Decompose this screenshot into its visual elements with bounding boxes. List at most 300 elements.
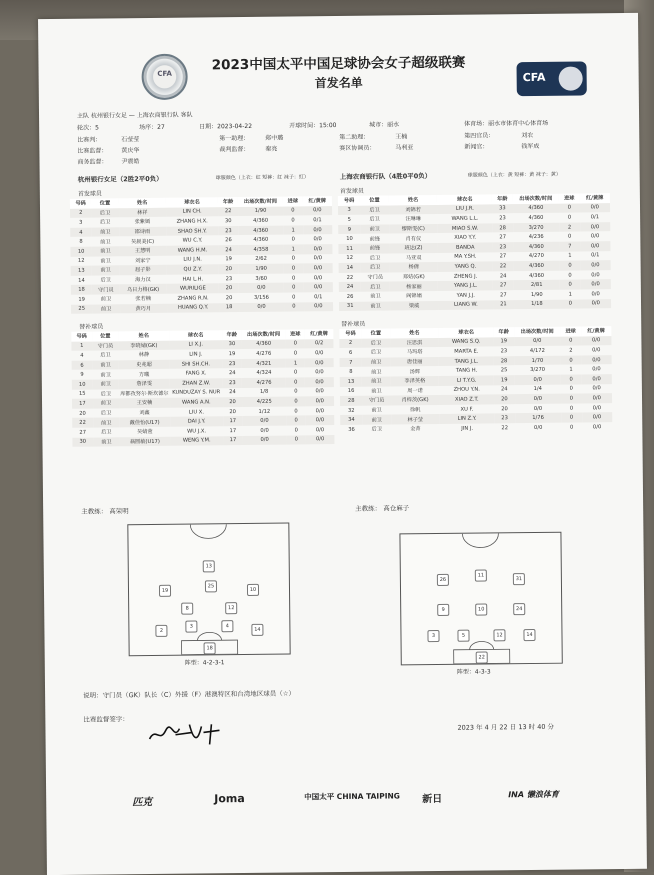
match-date: 日期：2023-04-22	[199, 122, 253, 131]
table-cell: 0	[569, 405, 574, 412]
table-cell: 0/0	[303, 263, 332, 273]
column-header: 号码	[70, 199, 91, 209]
table-cell: QU Z.Y.	[166, 264, 219, 274]
officials-label-fourth: 第四官员：	[464, 132, 495, 140]
away-subs-label: 替补球员	[341, 320, 366, 328]
column-header: 进球	[560, 326, 580, 336]
table-cell: 肖有仪	[405, 235, 422, 242]
jersey-icon: 4	[221, 620, 233, 632]
official-ref-assessor: 秦亮	[265, 145, 278, 153]
table-cell: 4/360	[241, 339, 286, 349]
table-cell: 24	[499, 272, 507, 279]
table-cell: 2	[70, 208, 91, 218]
table-cell: 屈子影	[119, 265, 166, 275]
jersey-icon: 19	[159, 585, 171, 597]
table-cell: SHI SH.CH.	[169, 359, 223, 369]
table-cell: 19	[494, 337, 514, 347]
table-cell: LIN CH.	[166, 207, 219, 217]
table-cell: 后卫	[100, 352, 111, 359]
table-cell: 杨家丽	[390, 281, 439, 291]
jersey-icon: 14	[251, 624, 263, 636]
table-cell: 1/18	[514, 299, 561, 309]
table-cell: 24	[228, 370, 236, 377]
column-header: 球衣名	[166, 197, 219, 207]
table-cell: 0	[560, 299, 580, 309]
table-cell: 前卫	[363, 415, 392, 425]
page-title: 2023中国太平中国足球协会女子超级联赛	[211, 54, 466, 74]
table-cell: 0/0	[315, 426, 325, 433]
column-header: 出场次数/时间	[514, 327, 561, 337]
table-cell: 0	[287, 416, 306, 426]
jersey-icon: 8	[181, 603, 193, 615]
table-cell: 1/76	[515, 413, 562, 423]
table-cell: 0/0	[581, 355, 612, 365]
table-cell: 前卫	[371, 388, 382, 395]
table-cell: 詹泽雯	[119, 379, 169, 389]
table-cell: 0	[569, 424, 574, 431]
table-cell: 11	[338, 244, 360, 254]
table-cell: WURILIGE	[167, 284, 220, 294]
table-cell: BANDA	[438, 242, 493, 252]
table-cell: 0/0	[581, 336, 612, 346]
table-cell: 20	[219, 283, 239, 293]
table-cell: 3	[338, 205, 360, 215]
table-cell: 0/0	[313, 274, 323, 281]
table-cell: 10	[346, 236, 353, 243]
table-cell: 0/0	[303, 244, 332, 254]
table-cell: 前卫	[93, 437, 120, 447]
table-row	[71, 302, 333, 314]
column-header: 姓名	[119, 331, 169, 341]
table-cell: 后卫	[91, 208, 118, 218]
table-cell: LIN Z.Y.	[440, 414, 495, 424]
away-team-kit: 球服颜色（上衣：黄 短裤：黄 袜子：黄）	[467, 171, 561, 179]
table-cell: 3/270	[530, 367, 546, 374]
table-cell: 23	[494, 414, 514, 424]
table-cell: 0/0	[239, 302, 284, 312]
table-cell: LI X.J.	[169, 340, 223, 350]
table-cell: 0/0	[305, 358, 334, 368]
table-cell: MARTA E.	[454, 348, 479, 355]
table-cell: 1	[286, 358, 305, 368]
away-starters-label: 首发球员	[339, 187, 364, 195]
table-cell: 19	[494, 375, 514, 385]
table-cell: 0/0	[592, 385, 601, 392]
table-cell: TANG H.	[455, 367, 478, 374]
table-cell: 23	[223, 378, 242, 388]
table-cell: 0/1	[313, 217, 322, 224]
table-cell: 前卫	[370, 293, 381, 300]
table-cell: 前卫	[100, 258, 111, 265]
table-cell: 26	[225, 237, 232, 244]
table-cell: 0	[283, 206, 303, 216]
table-cell: 22	[346, 274, 354, 281]
table-cell: 4/360	[513, 261, 560, 271]
table-cell: 8	[349, 369, 353, 376]
table-cell: 后卫	[100, 277, 111, 284]
away-formation: 阵型：4-3-3	[456, 668, 491, 676]
table-cell: 3/156	[253, 294, 269, 301]
table-cell: 28	[492, 223, 512, 233]
table-cell: 黄巧月	[120, 303, 167, 313]
table-cell: 刘鑫	[139, 410, 150, 417]
table-cell: 后卫	[361, 263, 390, 273]
table-cell: 王安楠	[119, 398, 169, 408]
table-cell: 0	[561, 394, 581, 404]
table-cell: 后卫	[360, 205, 389, 215]
table-cell: 0/0	[592, 366, 601, 373]
table-cell: 0/0	[580, 299, 611, 309]
table-cell: 20	[223, 397, 242, 407]
table-cell: 0	[291, 275, 296, 282]
table-cell: 0/1	[590, 214, 600, 221]
column-header: 出场次数/时间	[512, 194, 559, 204]
table-cell: 0/0	[592, 347, 601, 354]
table-cell: 杨倩	[389, 262, 438, 272]
table-cell: 4/360	[253, 236, 269, 244]
table-cell: 后卫	[361, 282, 390, 292]
home-team-kit: 球服颜色（上衣：红 短裤：红 袜子：红）	[215, 174, 309, 182]
signature-label: 比赛监督签字：	[83, 715, 129, 724]
table-cell: 12	[77, 258, 85, 265]
table-cell: HUANG Q.Y.	[167, 303, 220, 313]
table-cell: 17	[229, 427, 237, 434]
table-cell: 4/360	[513, 203, 560, 213]
table-cell: 3/270	[513, 222, 560, 232]
column-header: 姓名	[390, 328, 439, 338]
table-cell: 后卫	[369, 255, 381, 262]
table-cell: 海力汉	[135, 277, 151, 284]
table-cell: 0	[293, 369, 298, 376]
column-header: 出场次数/时间	[238, 197, 283, 207]
table-cell: 前卫	[92, 265, 119, 275]
table-cell: 0/0	[313, 255, 323, 262]
home-subs-label: 替补球员	[79, 323, 104, 331]
table-cell: 1	[568, 291, 572, 298]
table-cell: 后卫	[371, 426, 383, 433]
table-cell: 0/0	[305, 377, 334, 387]
table-cell: WANG L.L.	[451, 215, 479, 222]
officials-label-coordinator: 赛区协调员：	[339, 144, 376, 152]
jersey-icon: 5	[457, 630, 469, 642]
table-cell: 31	[339, 301, 361, 311]
table-cell: 4/172	[529, 347, 545, 354]
table-cell: 13	[71, 266, 92, 276]
table-cell: 班达(Z)	[389, 243, 438, 253]
table-cell: 方曦	[138, 371, 150, 378]
table-cell: ZHENG J.	[453, 273, 478, 280]
table-cell: WANG A.N.	[170, 397, 224, 407]
page-subtitle: 首发名单	[314, 75, 363, 91]
official-business: 尹震皓	[121, 158, 140, 166]
table-cell: 1	[284, 244, 304, 254]
table-cell: 0/0	[582, 412, 613, 422]
table-cell: WU J.X.	[187, 428, 207, 435]
table-cell: 27	[499, 253, 507, 260]
table-cell: 前锋	[369, 236, 381, 243]
table-cell: 0	[291, 255, 296, 262]
table-cell: 20	[501, 405, 508, 412]
jersey-icon: 3	[427, 630, 439, 642]
official-press: 钱军成	[521, 142, 540, 151]
table-cell: 前卫	[100, 239, 111, 246]
column-header: 红/黄牌	[579, 193, 610, 203]
column-header: 姓名	[119, 198, 166, 208]
table-cell: 0/0	[303, 282, 332, 292]
table-cell: 张若楠	[135, 296, 151, 303]
table-cell: 4/360	[513, 242, 560, 252]
table-cell: 4/360	[528, 214, 544, 222]
table-cell: DAI J.Y.	[170, 417, 224, 427]
table-cell: 前锋	[361, 243, 390, 253]
table-cell: 汪琳琳	[405, 216, 422, 223]
column-header: 球衣名	[437, 194, 492, 204]
table-cell: 13	[340, 377, 362, 387]
match-stadium: 体育场：丽水市体育中心体育场	[464, 119, 549, 128]
table-cell: 30	[224, 218, 232, 225]
table-cell: 守门员	[92, 285, 119, 295]
table-cell: WU C.Y.	[182, 237, 203, 244]
table-cell: 36	[348, 426, 355, 433]
table-cell: 3	[79, 219, 83, 226]
table-cell: 3/60	[255, 275, 268, 282]
column-header: 进球	[286, 329, 305, 339]
official-commissioner: 黄庆华	[121, 147, 140, 155]
table-cell: 马玛塔	[406, 349, 423, 356]
table-cell: 0/0	[533, 405, 543, 412]
table-cell: 4/360	[238, 225, 283, 235]
column-header: 进球	[559, 193, 579, 203]
table-cell: 前卫	[362, 357, 391, 367]
table-cell: 22	[501, 424, 509, 432]
table-cell: LIU J.R.	[437, 204, 492, 214]
away-team-name: 上海农商银行队（4胜0平0负）	[339, 172, 432, 181]
table-cell: ZHOU Y.N.	[453, 386, 480, 394]
table-cell: 24	[339, 282, 361, 292]
officials-label-ref-assessor: 裁判监督：	[219, 145, 250, 154]
table-cell: 0/0	[591, 271, 600, 278]
table-cell: 0/1	[591, 252, 600, 259]
table-cell: 2/81	[513, 280, 560, 290]
jersey-icon: 22	[476, 651, 488, 663]
table-cell: 30	[72, 437, 93, 447]
table-cell: 0/0	[581, 374, 612, 384]
table-cell: 4/270	[528, 253, 544, 260]
table-cell: 林子莹	[391, 414, 440, 424]
home-starters-label: 首发球员	[77, 190, 102, 198]
jersey-icon: 11	[475, 569, 487, 581]
table-cell: 郑姞(GK)	[402, 274, 425, 281]
table-cell: LI T.Y.G.	[439, 375, 494, 385]
table-cell: 0/0	[580, 280, 611, 290]
table-cell: 0/0	[515, 394, 562, 404]
jersey-icon: 25	[205, 580, 217, 592]
table-cell: 1/4	[533, 386, 542, 393]
table-cell: 0	[293, 350, 298, 357]
table-cell: 26	[346, 293, 354, 300]
table-cell: 0/0	[306, 415, 335, 425]
table-cell: 4/324	[256, 369, 272, 377]
column-header: 球衣名	[169, 330, 223, 340]
home-subs-table	[71, 329, 334, 447]
table-cell: 8	[79, 238, 83, 245]
table-cell: 23	[219, 226, 239, 236]
table-cell: 0	[291, 217, 295, 224]
table-cell: WANG S.Q.	[439, 337, 494, 347]
table-cell: 24	[219, 245, 239, 255]
jersey-icon: 24	[513, 603, 525, 615]
table-cell: 9	[80, 371, 84, 378]
table-cell: 1/70	[514, 355, 561, 365]
table-cell: 18	[219, 303, 239, 313]
table-cell: 24	[229, 389, 236, 396]
table-cell: 28	[340, 396, 362, 406]
table-cell: 0/0	[514, 336, 561, 346]
column-header: 年龄	[222, 330, 241, 340]
table-cell: 前卫	[371, 369, 382, 376]
table-cell: 0/0	[242, 416, 287, 426]
match-round: 轮次：5	[77, 124, 100, 132]
table-cell: 0/0	[306, 435, 335, 445]
table-cell: YANG J.L.	[438, 281, 493, 291]
table-cell: 1/90	[530, 291, 543, 298]
table-cell: 库都孜努尔·斯坎德尔	[120, 390, 169, 398]
table-cell: 前卫	[362, 376, 391, 386]
table-cell: LIANG W.	[438, 300, 493, 310]
sponsor-sunra-logo: 新日	[422, 793, 443, 806]
table-cell: 翁圆敏(U17)	[120, 436, 170, 446]
table-cell: 0/0	[303, 206, 332, 216]
table-cell: 前卫	[93, 418, 120, 428]
table-cell: 20	[494, 394, 514, 404]
jersey-icon: 31	[513, 573, 525, 585]
table-cell: 守门员	[362, 396, 391, 406]
table-cell: 20	[79, 410, 86, 417]
table-cell: 0	[287, 435, 306, 445]
officials-label-commissioner: 比赛监督：	[77, 147, 108, 155]
table-cell: 0/0	[313, 236, 322, 243]
table-cell: LIN J.	[189, 351, 203, 358]
table-cell: 7	[560, 241, 580, 251]
table-cell: 2/62	[255, 256, 267, 263]
away-coach: 主教练： 高仓麻子	[355, 504, 410, 513]
table-cell: 后卫	[369, 217, 380, 224]
jersey-icon: 2	[155, 625, 167, 637]
table-cell: 10	[72, 380, 93, 390]
column-header: 位置	[360, 195, 389, 205]
table-cell: 王慧明	[119, 246, 166, 256]
table-cell: 张紫嫣	[134, 219, 151, 226]
table-cell: 7	[340, 358, 362, 368]
table-cell: 1	[71, 341, 92, 351]
table-cell: 周一诺	[407, 387, 423, 395]
officials-label-ar1: 第一助理：	[219, 134, 250, 143]
table-cell: 19	[228, 351, 236, 358]
table-cell: 4	[80, 352, 84, 359]
table-cell: 24	[500, 386, 508, 393]
table-cell: 27	[79, 429, 87, 436]
match-number: 场序：27	[139, 123, 165, 132]
table-cell: 0	[284, 283, 304, 293]
table-cell: 23	[493, 242, 513, 252]
table-cell: 0	[292, 294, 296, 301]
table-cell: 22	[493, 261, 513, 271]
table-cell: 9	[338, 225, 360, 235]
table-cell: 0	[561, 374, 581, 384]
table-cell: 1/8	[259, 389, 269, 396]
table-cell: 0/0	[315, 388, 324, 395]
table-cell: 马亚双	[405, 254, 422, 262]
table-cell: 0	[568, 272, 572, 279]
table-cell: 20	[229, 408, 236, 415]
table-cell: 4/236	[528, 234, 544, 241]
table-cell: 0/1	[314, 293, 323, 301]
table-cell: WANG H.M.	[166, 245, 219, 255]
table-cell: HAI L.H.	[182, 275, 204, 283]
table-cell: 0/0	[533, 424, 543, 431]
table-cell: 缪斯雯(C)	[389, 224, 438, 234]
table-cell: JIN J.	[461, 425, 474, 432]
column-header: 年龄	[218, 197, 238, 207]
table-cell: YANG Q.	[438, 262, 493, 272]
jersey-icon: 14	[523, 629, 535, 641]
table-cell: FANG X.	[185, 370, 207, 377]
table-cell: 0	[294, 407, 298, 415]
table-cell: 4/225	[242, 397, 287, 407]
official-coordinator: 马利亚	[395, 144, 414, 152]
table-cell: 17	[72, 399, 93, 409]
table-cell: 守门员	[367, 274, 384, 281]
table-cell: 0/0	[303, 225, 332, 235]
table-cell: 19	[78, 296, 85, 303]
jersey-icon: 10	[247, 584, 259, 596]
table-cell: 1	[568, 252, 572, 259]
column-header: 年龄	[494, 327, 514, 337]
table-cell: 0	[567, 214, 572, 221]
table-cell: 15	[78, 391, 86, 398]
table-cell: 21	[493, 300, 513, 310]
table-cell: 前卫	[92, 246, 119, 256]
table-cell: 0/0	[580, 241, 611, 251]
table-cell: 前卫	[93, 398, 120, 408]
table-cell: 10	[70, 247, 91, 257]
table-cell: 22	[72, 418, 93, 428]
table-cell: 1/90	[238, 206, 283, 216]
table-cell: 守门员	[92, 341, 119, 351]
table-cell: YAN J.J.	[456, 292, 475, 299]
table-cell: 戴佳怡(U17)	[119, 417, 169, 427]
table-cell: 0/0	[260, 427, 269, 434]
table-cell: 0	[569, 385, 573, 392]
table-cell: 0/0	[590, 233, 600, 240]
table-cell: 前卫	[100, 296, 112, 303]
table-cell: 李晓婧(GK)	[119, 340, 169, 350]
official-ar2: 王楠	[395, 133, 408, 141]
table-cell: 0	[284, 302, 304, 312]
table-cell: 0	[561, 355, 581, 365]
table-cell: 0/0	[579, 203, 610, 213]
table-cell: 刘锦若	[389, 205, 438, 215]
position-legend: 说明：守门员（GK）队长（C）外援（F）港澳特区和台湾地区球员（☆）	[83, 689, 296, 700]
table-cell: 4/276	[256, 350, 272, 357]
table-cell: 0/0	[580, 222, 611, 232]
table-cell: 0	[284, 264, 304, 274]
away-pitch-lines	[400, 533, 561, 665]
table-cell: 2	[569, 347, 573, 354]
table-cell: 4/360	[529, 272, 545, 279]
away-starters-table	[338, 193, 611, 311]
jersey-icon: 13	[203, 560, 215, 572]
